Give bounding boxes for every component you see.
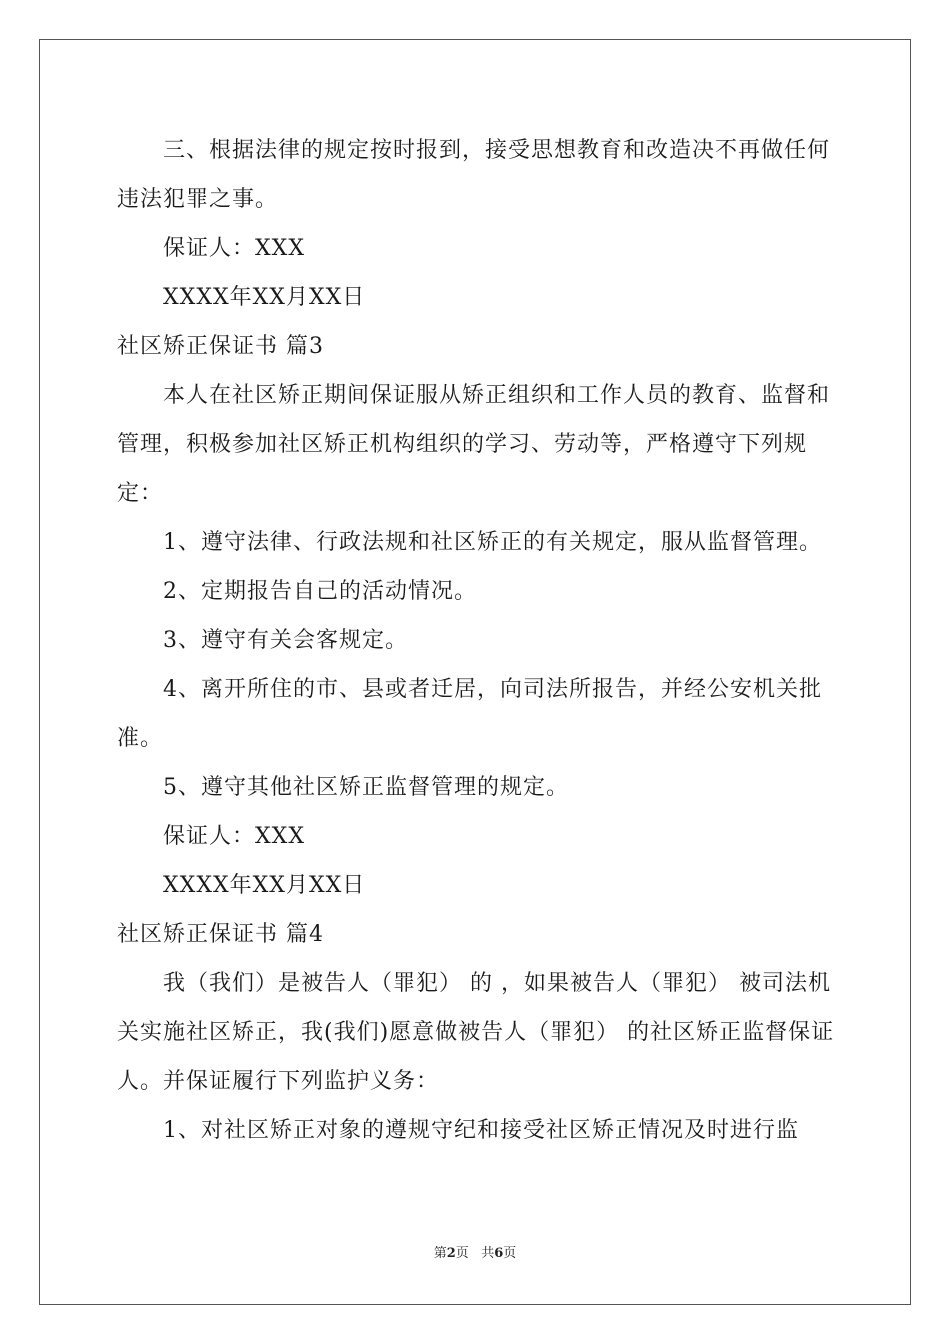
list-item: 2、定期报告自己的活动情况。 — [163, 579, 477, 604]
list-item: 5、遵守其他社区矫正监督管理的规定。 — [163, 775, 569, 800]
page-number: 2 — [446, 1246, 456, 1261]
section-heading: 社区矫正保证书 篇4 — [117, 922, 324, 947]
guarantor-line: 保证人：XXX — [163, 236, 305, 261]
page-prefix: 第 — [433, 1246, 447, 1261]
total-prefix: 共 — [481, 1246, 495, 1261]
total-pages: 6 — [494, 1246, 504, 1261]
paragraph: 三、根据法律的规定按时报到，接受思想教育和改造决不再做任何违法犯罪之事。 — [117, 138, 831, 212]
total-suffix: 页 — [503, 1246, 517, 1261]
date-line: XXXX年XX月XX日 — [163, 285, 366, 310]
section-heading: 社区矫正保证书 篇3 — [117, 334, 324, 359]
list-item: 3、遵守有关会客规定。 — [163, 628, 408, 653]
list-item: 4、离开所住的市、县或者迁居，向司法所报告，并经公安机关批准。 — [117, 677, 822, 751]
page-suffix: 页 — [455, 1246, 469, 1261]
list-item: 1、对社区矫正对象的遵规守纪和接受社区矫正情况及时进行监 — [163, 1118, 799, 1143]
guarantor-line: 保证人：XXX — [163, 824, 305, 849]
document-body — [117, 126, 837, 1155]
date-line: XXXX年XX月XX日 — [163, 873, 366, 898]
list-item: 1、遵守法律、行政法规和社区矫正的有关规定，服从监督管理。 — [163, 530, 822, 555]
page-footer — [0, 1246, 950, 1262]
paragraph: 我（我们）是被告人（罪犯） 的 ，如果被告人（罪犯） 被司法机关实施社区矫正，我(我们)愿意做被告人（罪犯） 的社区矫正监督保证人。并保证履行下列监护义务： — [117, 971, 835, 1094]
paragraph: 本人在社区矫正期间保证服从矫正组织和工作人员的教育、监督和管理，积极参加社区矫正机构组织的学习、劳动等，严格遵守下列规定： — [117, 383, 831, 506]
